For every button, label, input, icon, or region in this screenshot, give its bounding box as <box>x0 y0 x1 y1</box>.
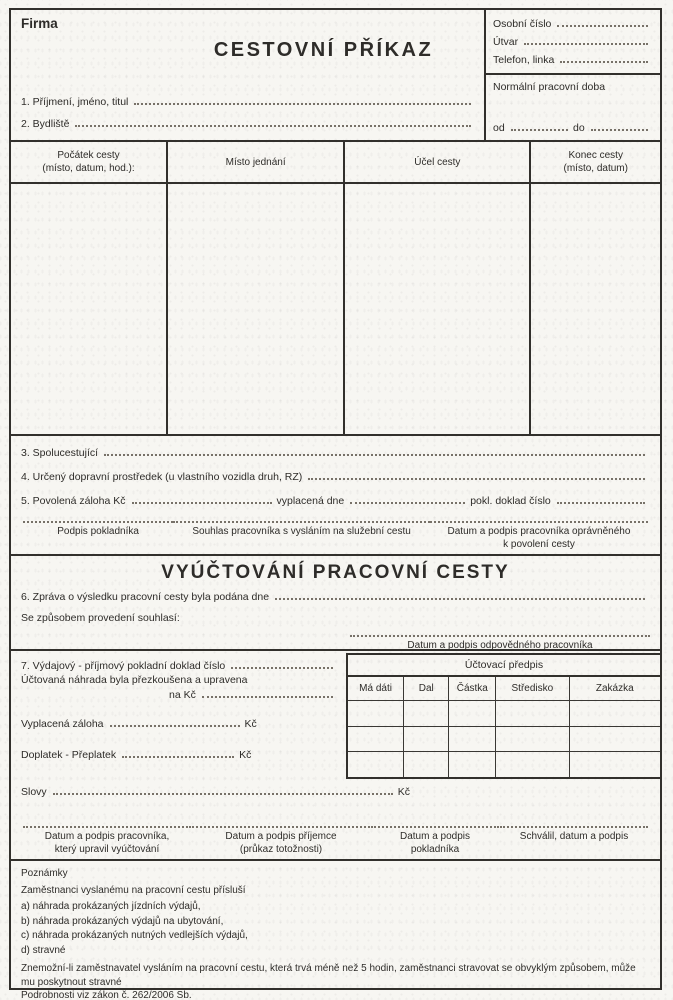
to-fill-line[interactable] <box>591 121 648 131</box>
trip-col-end-header <box>531 142 660 182</box>
trip-col-place-header <box>168 142 345 182</box>
accounting-cell[interactable] <box>404 727 449 752</box>
authorizer-signature-label-line1: Datum a podpis pracovníka oprávněného <box>447 526 631 537</box>
notes-paragraph: Znemožní-li zaměstnavatel vysláním na pracovní cestu, která trvá méně než 5 hodin, zaměstnanci stravovat se obvyklým způsobem, může mu poskytnout stravné <box>21 963 636 988</box>
cashier-signature-line <box>23 520 173 523</box>
accounting-cell[interactable] <box>496 727 569 752</box>
adjusted-amount-row <box>21 688 338 701</box>
reviewed-row <box>21 674 338 686</box>
paid-on-label: vyplacená dne <box>276 495 345 507</box>
form-outline <box>9 8 662 1000</box>
personal-number-fill-line[interactable] <box>557 17 648 27</box>
approver-signature-label: Schválil, datum a podpis <box>519 831 629 842</box>
receipt-number-label: pokl. doklad číslo <box>470 495 551 507</box>
trip-col-purpose-header <box>345 142 531 182</box>
accounting-column-headers <box>348 677 660 701</box>
notes-item-c: c) náhrada prokázaných nutných vedlejších výdajů, <box>21 930 248 941</box>
from-fill-line[interactable] <box>511 121 568 131</box>
notes-item-b: b) náhrada prokázaných výdajů na ubytování, <box>21 915 224 927</box>
adjusted-amount-label: na Kč <box>169 689 196 701</box>
trip-col-place-label: Místo jednání <box>225 156 286 168</box>
consent-signature-line <box>173 520 430 523</box>
adjuster-signature-line <box>23 825 191 828</box>
department-fill-line[interactable] <box>524 35 648 45</box>
trip-col-end-line2: (místo, datum) <box>563 163 628 174</box>
notes-item-a: a) náhrada prokázaných jízdních výdajů, <box>21 901 201 912</box>
accounting-row <box>348 701 660 727</box>
address-field-row <box>21 117 476 130</box>
phone-fill-line[interactable] <box>560 53 648 63</box>
expense-receipt-fill-line[interactable] <box>231 659 333 669</box>
authorizer-signature-label-line2: k povolení cesty <box>503 538 575 550</box>
approver-signature-block[interactable] <box>500 825 648 856</box>
trip-col-start-header <box>11 142 168 182</box>
accounting-cell[interactable] <box>449 752 496 777</box>
report-submitted-label: 6. Zpráva o výsledku pracovní cesty byla podána dne <box>21 591 270 603</box>
advance-row <box>21 494 650 507</box>
responsible-signature-line <box>350 634 650 637</box>
header-left <box>11 10 484 140</box>
address-fill-line[interactable] <box>75 117 471 127</box>
accounting-col-center: Středisko <box>496 677 569 700</box>
accounting-row <box>348 752 660 777</box>
accounting-cell[interactable] <box>570 727 661 752</box>
cashier2-signature-block[interactable] <box>371 825 499 856</box>
cashier2-signature-line <box>371 825 499 828</box>
name-field-label: 1. Příjmení, jméno, titul <box>21 96 129 108</box>
personal-number-label: Osobní číslo <box>493 18 552 30</box>
balance-currency: Kč <box>239 749 252 761</box>
amount-in-words-currency: Kč <box>397 786 410 798</box>
section-settlement <box>11 554 660 649</box>
transport-fill-line[interactable] <box>308 470 645 480</box>
accounting-cell[interactable] <box>404 701 449 726</box>
accounting-cell[interactable] <box>404 752 449 777</box>
accounting-col-order: Zakázka <box>595 683 634 694</box>
notes-title: Poznámky <box>21 868 68 879</box>
cashier-signature-block[interactable] <box>23 520 173 551</box>
accounting-cell[interactable] <box>449 727 496 752</box>
expense-receipt-label: 7. Výdajový - příjmový pokladní doklad číslo <box>21 660 226 672</box>
working-hours-label: Normální pracovní doba <box>493 81 606 93</box>
companions-label: 3. Spolucestující <box>21 447 99 459</box>
address-field-label: 2. Bydliště <box>21 118 70 130</box>
paid-advance-currency: Kč <box>244 718 257 730</box>
method-approved-row <box>21 612 650 624</box>
personal-number-row <box>493 17 653 30</box>
accounting-table <box>346 653 660 779</box>
companions-fill-line[interactable] <box>104 446 645 456</box>
accounting-table-title: Účtovací předpis <box>348 655 660 677</box>
accounting-row <box>348 727 660 753</box>
section7-signature-row <box>11 825 660 856</box>
transport-row <box>21 470 650 483</box>
responsible-signature-label: Datum a podpis odpovědného pracovníka <box>407 640 593 651</box>
section-7 <box>11 649 660 859</box>
header-right-box <box>484 10 660 140</box>
consent-signature-block[interactable] <box>173 520 430 551</box>
notes-law-reference: Podrobnosti viz zákon č. 262/2006 Sb. <box>21 990 192 1000</box>
amount-in-words-fill-line[interactable] <box>53 785 393 795</box>
method-approved-label: Se způsobem provedení souhlasí: <box>21 612 180 624</box>
trip-table-body <box>11 182 660 434</box>
accounting-cell[interactable] <box>348 701 404 726</box>
accounting-cell[interactable] <box>570 752 661 777</box>
section5-signature-row <box>21 520 650 551</box>
paid-advance-fill-line[interactable] <box>110 717 240 727</box>
accounting-cell[interactable] <box>348 752 404 777</box>
trip-purpose-cell[interactable] <box>345 184 531 434</box>
accounting-cell[interactable] <box>496 701 569 726</box>
section7-left <box>11 651 346 779</box>
reviewed-label: Účtovaná náhrada byla přezkoušena a upravena <box>21 674 248 686</box>
trip-end-cell[interactable] <box>531 184 660 434</box>
trip-place-cell[interactable] <box>168 184 345 434</box>
accounting-col-debit: Má dáti <box>348 677 404 700</box>
working-hours-from-to-row <box>493 121 653 134</box>
paid-advance-row <box>21 717 338 730</box>
advance-amount-fill-line[interactable] <box>132 494 272 504</box>
trip-start-cell[interactable] <box>11 184 168 434</box>
trip-col-purpose-label: Účel cesty <box>414 156 461 168</box>
amount-in-words-row <box>11 779 660 798</box>
form-header <box>11 10 660 140</box>
section-3-5 <box>11 434 660 554</box>
trip-table-header <box>11 140 660 182</box>
authorizer-signature-block[interactable] <box>430 520 648 551</box>
recipient-signature-line <box>192 825 370 828</box>
recipient-signature-block[interactable] <box>192 825 370 856</box>
cashier2-signature-label-line1: Datum a podpis <box>399 831 471 842</box>
form-title: CESTOVNÍ PŘÍKAZ <box>213 39 434 61</box>
adjusted-amount-fill-line[interactable] <box>202 688 333 698</box>
advance-label: 5. Povolená záloha Kč <box>21 495 126 507</box>
name-fill-line[interactable] <box>134 95 471 105</box>
notes-section <box>11 859 660 1000</box>
department-label: Útvar <box>493 36 519 48</box>
balance-fill-line[interactable] <box>122 748 234 758</box>
paid-advance-label: Vyplacená záloha <box>21 718 104 730</box>
adjuster-signature-block[interactable] <box>23 825 191 856</box>
paid-on-fill-line[interactable] <box>350 494 465 504</box>
cashier2-signature-label-line2: pokladníka <box>410 843 460 855</box>
accounting-cell[interactable] <box>570 701 661 726</box>
accounting-cell[interactable] <box>496 752 569 777</box>
working-hours-box <box>486 75 660 140</box>
settlement-title: VYÚČTOVÁNÍ PRACOVNÍ CESTY <box>161 562 510 583</box>
recipient-signature-label-line2: (průkaz totožnosti) <box>239 843 323 855</box>
cashier-signature-label: Podpis pokladníka <box>57 526 139 537</box>
adjuster-signature-label-line1: Datum a podpis pracovníka, <box>44 831 170 842</box>
department-row <box>493 35 653 48</box>
balance-row <box>21 748 338 761</box>
phone-row <box>493 53 653 66</box>
accounting-col-amount: Částka <box>449 677 496 700</box>
report-submitted-fill-line[interactable] <box>275 590 645 600</box>
amount-in-words-label: Slovy <box>21 786 47 798</box>
company-label: Firma <box>21 16 58 31</box>
authorizer-signature-line <box>430 520 648 523</box>
companions-row <box>21 446 650 459</box>
notes-intro: Zaměstnanci vyslanému na pracovní cestu přísluší <box>21 884 246 896</box>
accounting-cell[interactable] <box>449 701 496 726</box>
balance-label: Doplatek - Přeplatek <box>21 749 117 761</box>
adjuster-signature-label-line2: který upravil vyúčtování <box>54 843 160 855</box>
notes-item-d: d) stravné <box>21 944 66 956</box>
expense-receipt-row <box>21 659 338 672</box>
section7-top <box>11 651 660 779</box>
approver-signature-line <box>500 825 648 828</box>
to-label: do <box>573 122 585 134</box>
transport-label: 4. Určený dopravní prostředek (u vlastního vozidla druh, RZ) <box>21 471 303 483</box>
trip-col-start-line1: Počátek cesty <box>57 150 120 161</box>
consent-signature-label: Souhlas pracovníka s vysláním na služební cestu <box>192 526 411 537</box>
trip-col-end-line1: Konec cesty <box>568 150 623 161</box>
accounting-col-credit: Dal <box>404 677 449 700</box>
recipient-signature-label-line1: Datum a podpis příjemce <box>225 831 337 842</box>
name-field-row <box>21 95 476 108</box>
report-submitted-row <box>21 590 650 603</box>
trip-col-start-line2: (místo, datum, hod.): <box>42 163 135 174</box>
phone-label: Telefon, linka <box>493 54 555 66</box>
receipt-number-fill-line[interactable] <box>557 494 645 504</box>
accounting-cell[interactable] <box>348 727 404 752</box>
from-label: od <box>493 122 505 134</box>
personal-info-box <box>486 10 660 75</box>
